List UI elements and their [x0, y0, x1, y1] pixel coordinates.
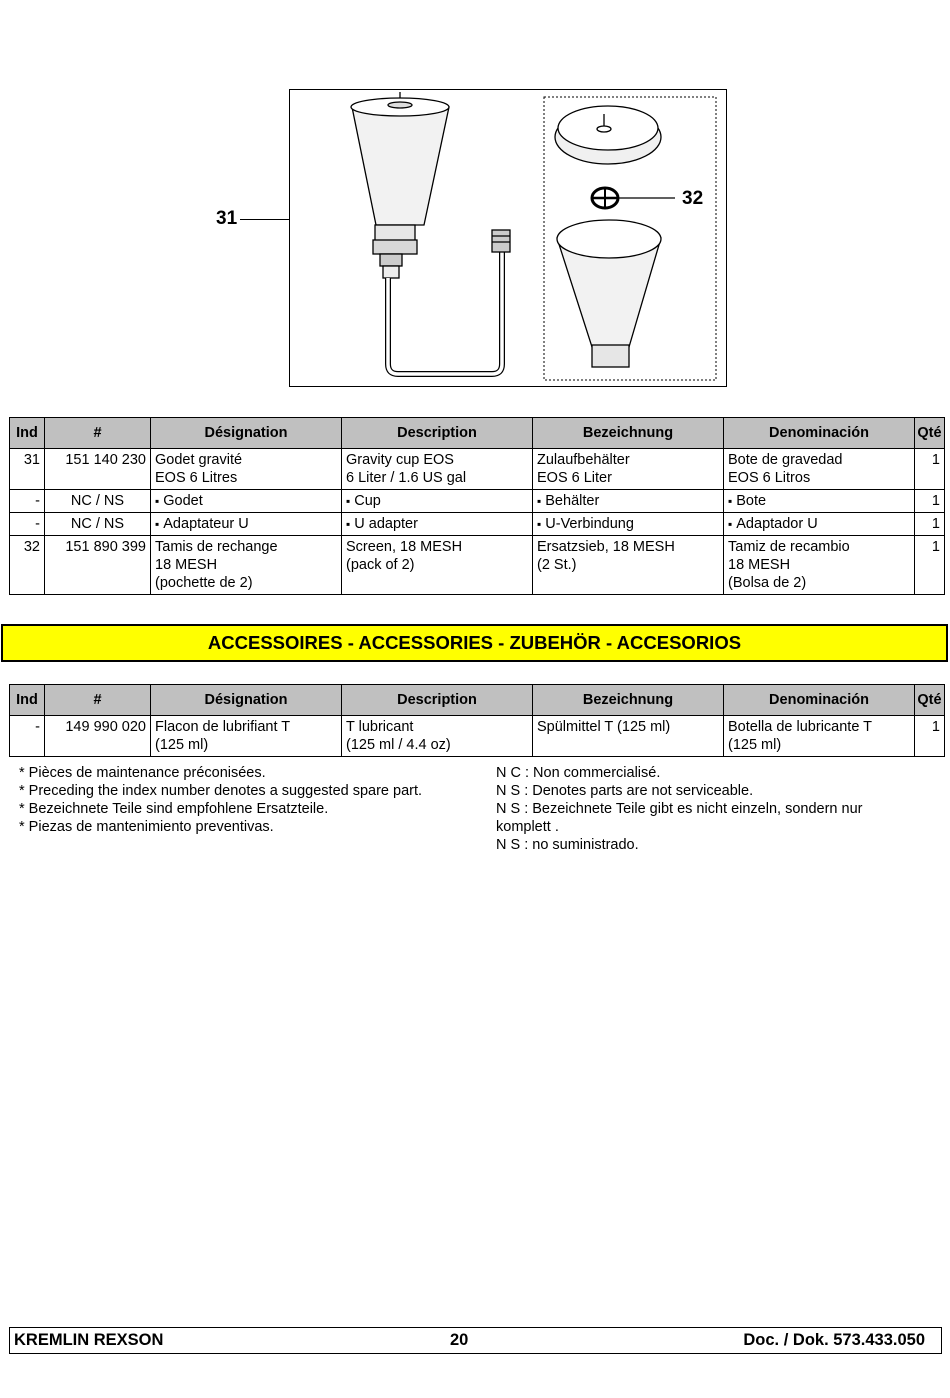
cell-text: 18 MESH	[155, 557, 218, 573]
col-ref: #	[45, 685, 151, 716]
col-denominacion: Denominación	[724, 418, 915, 449]
cell-text: Screen, 18 MESH	[346, 539, 463, 555]
cell-de	[533, 716, 724, 757]
footer-company: KREMLIN REXSON	[14, 1331, 164, 1349]
bullet-text: ▪ Godet	[155, 493, 203, 509]
cell-ind: -	[10, 513, 45, 536]
cell-ref: NC / NS	[45, 490, 151, 513]
cell-fr	[151, 490, 342, 513]
bullet-text: ▪ Adaptador U	[728, 516, 818, 532]
col-qty: Qté	[915, 418, 945, 449]
note-line: * Bezeichnete Teile sind empfohlene Ersatzteile.	[19, 801, 329, 817]
gravity-cup-drawing	[290, 90, 728, 388]
cell-text: Spülmittel T (125 ml)	[537, 719, 671, 735]
cell-ind: 31	[10, 449, 45, 490]
cell-fr	[151, 513, 342, 536]
accessories-banner: ACCESSOIRES - ACCESSORIES - ZUBEHÖR - ACCESORIOS	[1, 624, 948, 662]
col-designation: Désignation	[151, 418, 342, 449]
cell-qty: 1	[915, 536, 945, 595]
notes-not-serviceable	[496, 764, 862, 854]
cell-es	[724, 716, 915, 757]
bullet-text: ▪ U adapter	[346, 516, 418, 532]
cell-text: EOS 6 Liter	[537, 470, 612, 486]
cell-text: T lubricant	[346, 719, 414, 735]
cell-en	[342, 449, 533, 490]
callout-31: 31	[216, 208, 238, 229]
cell-en	[342, 716, 533, 757]
cell-text: (pack of 2)	[346, 557, 415, 573]
table-row	[10, 536, 945, 595]
note-line: N S : Bezeichnete Teile gibt es nicht einzeln, sondern nur	[496, 801, 863, 817]
note-line: * Piezas de mantenimiento preventivas.	[19, 819, 274, 835]
cell-text: (125 ml)	[728, 737, 782, 753]
cell-text: Flacon de lubrifiant T	[155, 719, 291, 735]
col-description: Description	[342, 685, 533, 716]
cell-text: Bote de gravedad	[728, 452, 843, 468]
cell-qty: 1	[915, 449, 945, 490]
col-designation: Désignation	[151, 685, 342, 716]
cell-text: Tamiz de recambio	[728, 539, 850, 555]
col-ind: Ind	[10, 418, 45, 449]
cell-text: (125 ml)	[155, 737, 209, 753]
bullet-text: ▪ Bote	[728, 493, 766, 509]
cell-ref: NC / NS	[45, 513, 151, 536]
cell-qty: 1	[915, 490, 945, 513]
notes-spare-parts	[19, 764, 422, 836]
cell-text: (2 St.)	[537, 557, 577, 573]
cell-de	[533, 536, 724, 595]
table-row	[10, 490, 945, 513]
cell-es	[724, 490, 915, 513]
cell-fr	[151, 449, 342, 490]
col-ind: Ind	[10, 685, 45, 716]
cell-text: Gravity cup EOS	[346, 452, 454, 468]
page-footer	[9, 1327, 942, 1354]
note-line: komplett .	[496, 819, 559, 835]
note-line: N C : Non commercialisé.	[496, 765, 661, 781]
cell-text: (125 ml / 4.4 oz)	[346, 737, 451, 753]
bullet-text: ▪ U-Verbindung	[537, 516, 634, 532]
table-row	[10, 716, 945, 757]
cell-ind: -	[10, 490, 45, 513]
col-qty: Qté	[915, 685, 945, 716]
cell-text: EOS 6 Litres	[155, 470, 238, 486]
cell-fr	[151, 536, 342, 595]
cell-ref: 151 140 230	[45, 449, 151, 490]
cell-ind: 32	[10, 536, 45, 595]
cell-text: 6 Liter / 1.6 US gal	[346, 470, 467, 486]
col-description: Description	[342, 418, 533, 449]
bullet-text: ▪ Cup	[346, 493, 381, 509]
footer-page-number: 20	[450, 1331, 469, 1349]
parts-figure	[289, 89, 727, 387]
parts-table-header	[10, 418, 945, 449]
cell-text: 18 MESH	[728, 557, 791, 573]
cell-text: Zulaufbehälter	[537, 452, 630, 468]
parts-table	[9, 417, 945, 595]
note-line: * Preceding the index number denotes a suggested spare part.	[19, 783, 423, 799]
cell-ref: 149 990 020	[45, 716, 151, 757]
cell-de	[533, 513, 724, 536]
cell-qty: 1	[915, 513, 945, 536]
cell-es	[724, 449, 915, 490]
cell-ref: 151 890 399	[45, 536, 151, 595]
bullet-text: ▪ Adaptateur U	[155, 516, 249, 532]
cell-text: Botella de lubricante T	[728, 719, 873, 735]
col-ref: #	[45, 418, 151, 449]
cell-de	[533, 449, 724, 490]
cell-ind: -	[10, 716, 45, 757]
cell-text: (pochette de 2)	[155, 575, 253, 591]
accessories-table	[9, 684, 945, 757]
cell-text: Ersatzsieb, 18 MESH	[537, 539, 675, 555]
footer-doc-number: Doc. / Dok. 573.433.050	[743, 1331, 925, 1349]
accessories-table-header	[10, 685, 945, 716]
cell-de	[533, 490, 724, 513]
col-bezeichnung: Bezeichnung	[533, 685, 724, 716]
cell-es	[724, 513, 915, 536]
cell-en	[342, 490, 533, 513]
callout-32: 32	[682, 188, 704, 209]
cell-fr	[151, 716, 342, 757]
col-bezeichnung: Bezeichnung	[533, 418, 724, 449]
col-denominacion: Denominación	[724, 685, 915, 716]
cell-text: Godet gravité	[155, 452, 243, 468]
cell-text: Tamis de rechange	[155, 539, 278, 555]
note-line: N S : no suministrado.	[496, 837, 639, 853]
table-row	[10, 449, 945, 490]
cell-en	[342, 513, 533, 536]
cell-qty: 1	[915, 716, 945, 757]
cell-en	[342, 536, 533, 595]
callout-31-leader	[240, 219, 290, 220]
note-line: N S : Denotes parts are not serviceable.	[496, 783, 754, 799]
cell-es	[724, 536, 915, 595]
note-line: * Pièces de maintenance préconisées.	[19, 765, 266, 781]
table-row	[10, 513, 945, 536]
cell-text: EOS 6 Litros	[728, 470, 811, 486]
cell-text: (Bolsa de 2)	[728, 575, 807, 591]
bullet-text: ▪ Behälter	[537, 493, 599, 509]
